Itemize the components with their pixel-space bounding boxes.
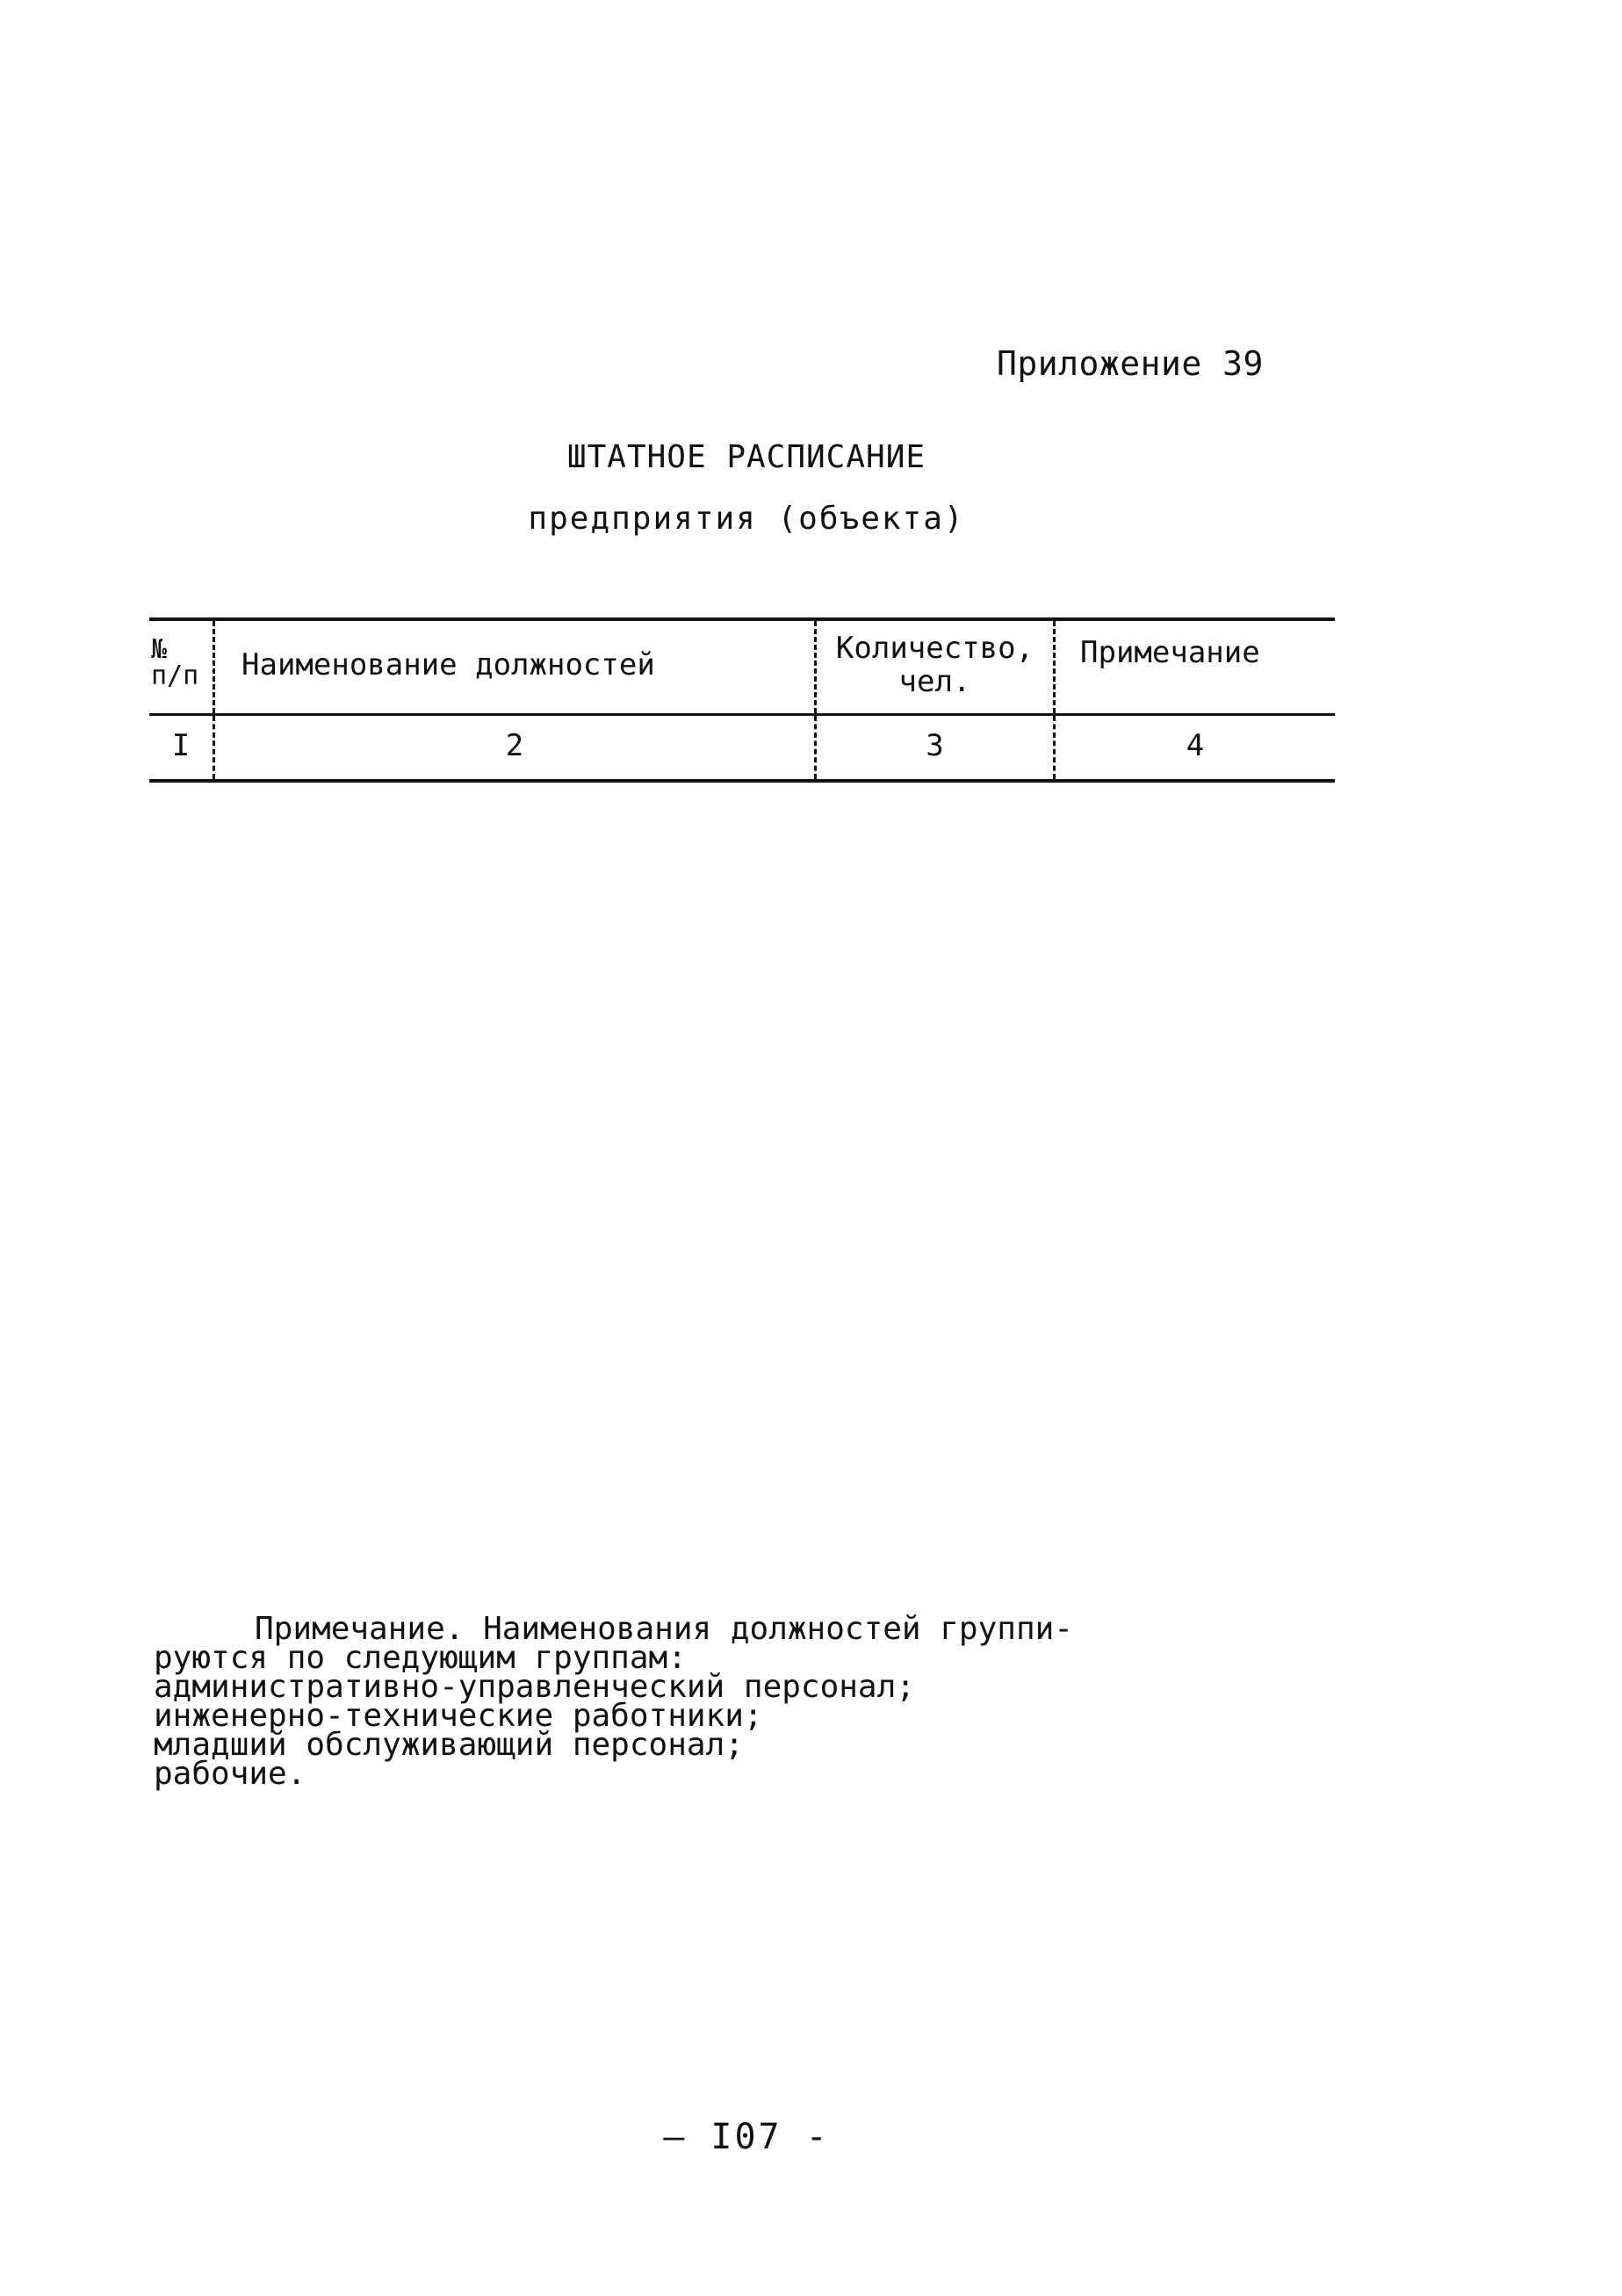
note-line: Примечание. Наименования должностей группи-	[255, 1611, 1073, 1647]
note-line: младший обслуживающий персонал;	[154, 1727, 744, 1763]
note-block	[154, 1611, 1137, 1792]
table-header-row	[149, 621, 1335, 716]
column-header-number-line2: п/п	[151, 661, 199, 691]
note-line: инженерно-технические работники;	[154, 1698, 763, 1734]
column-header-number-line1: №	[151, 634, 168, 665]
staff-schedule-table	[149, 617, 1335, 783]
appendix-label: Приложение 39	[997, 344, 1264, 383]
column-number-3: 3	[817, 716, 1056, 779]
column-number-2: 2	[215, 716, 817, 779]
column-header-position: Наименование должностей	[215, 621, 817, 713]
column-number-4: 4	[1186, 728, 1205, 763]
page-number: — I07 -	[663, 2117, 830, 2157]
document-title: ШТАТНОЕ РАСПИСАНИЕ	[566, 439, 926, 475]
column-header-remark: Примечание	[1080, 635, 1260, 670]
column-header-quantity-line1: Количество,	[835, 631, 1034, 666]
column-number-1: I	[149, 716, 215, 779]
table-row	[149, 716, 1335, 779]
document-subtitle: предприятия (объекта)	[528, 501, 965, 537]
note-line: рабочие.	[154, 1756, 306, 1792]
note-line: административно-управленческий персонал;	[154, 1669, 915, 1705]
column-header-number	[149, 621, 215, 713]
column-header-quantity	[817, 621, 1056, 713]
note-line: руются по следующим группам:	[154, 1640, 687, 1676]
column-header-quantity-line2: чел.	[898, 664, 971, 699]
